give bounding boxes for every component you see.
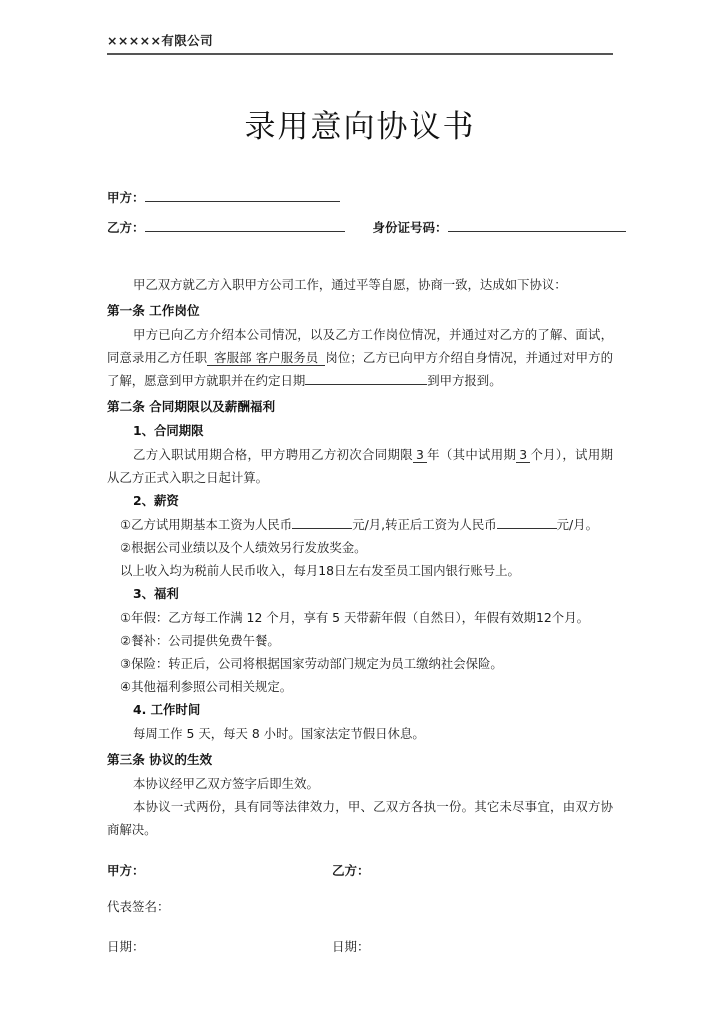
party-a-label: 甲方： xyxy=(107,190,145,205)
document-header xyxy=(107,0,613,55)
intro-paragraph: 甲乙双方就乙方入职甲方公司工作，通过平等自愿，协商一致，达成如下协议： xyxy=(133,277,567,292)
party-b-row xyxy=(107,213,613,243)
company-name: ×××××有限公司 xyxy=(107,33,213,48)
probation-salary-blank[interactable] xyxy=(292,515,352,529)
header-divider xyxy=(107,53,613,55)
article-three-para-1: 本协议经甲乙双方签字后即生效。 xyxy=(133,776,319,791)
party-b-blank[interactable] xyxy=(145,218,345,232)
article-two-heading: 第二条 合同期限以及薪酬福利 xyxy=(107,399,276,414)
signature-party-b-label: 乙方： xyxy=(332,863,370,878)
salary-item-2: ②根据公司业绩以及个人绩效另行发放奖金。 xyxy=(120,540,367,555)
article-two-sub1-heading: 1、合同期限 xyxy=(133,423,204,438)
salary-item-1 xyxy=(107,513,613,536)
article-two-sub2-heading: 2、薪资 xyxy=(133,493,179,508)
report-date-blank[interactable] xyxy=(305,371,427,385)
article-one-heading: 第一条 工作岗位 xyxy=(107,303,200,318)
regular-salary-blank[interactable] xyxy=(497,515,557,529)
article-three-heading: 第三条 协议的生效 xyxy=(107,752,213,767)
salary-text-2: 元/月,转正后工资为人民币 xyxy=(352,517,497,532)
article-one-text-3: 到甲方报到。 xyxy=(427,373,502,388)
representative-label: 代表签名： xyxy=(107,899,170,914)
working-hours-text: 每周工作 5 天，每天 8 小时。国家法定节假日休息。 xyxy=(133,726,425,741)
probation-months-value[interactable]: 3 xyxy=(516,447,530,463)
salary-text-1: ①乙方试用期基本工资为人民币 xyxy=(120,517,293,532)
id-number-label: 身份证号码： xyxy=(372,220,448,235)
contract-years-value[interactable]: 3 xyxy=(413,447,427,463)
article-one-text-1: 甲方已向乙方介绍本公司情况，以及乙方工作岗位情况，并通过对乙方的了解、面试，同意录用乙方任职 xyxy=(107,327,613,365)
salary-item-3: 以上收入均为税前人民币收入，每月18日左右发至员工国内银行账号上。 xyxy=(120,563,520,578)
article-two-sub1-body xyxy=(107,443,613,489)
date-label-a: 日期： xyxy=(107,939,145,954)
salary-text-3: 元/月。 xyxy=(556,517,598,532)
article-one-body xyxy=(107,323,613,392)
id-number-blank[interactable] xyxy=(448,218,626,232)
date-label-b: 日期： xyxy=(332,939,370,954)
position-filled-value[interactable]: 客服部 客户服务员 xyxy=(207,350,325,366)
parties-section xyxy=(107,183,613,243)
representative-blank[interactable] xyxy=(332,887,572,927)
article-two-sub4-heading: 4. 工作时间 xyxy=(133,702,201,717)
party-a-blank[interactable] xyxy=(145,188,340,202)
article-three-para-2: 本协议一式两份，具有同等法律效力，甲、乙双方各执一份。其它未尽事宜，由双方协商解决。 xyxy=(107,799,613,837)
benefit-item-3: ③保险：转正后，公司将根据国家劳动部门规定为员工缴纳社会保险。 xyxy=(120,656,503,671)
document-content xyxy=(107,0,613,967)
benefit-item-1: ①年假：乙方每工作满 12 个月，享有 5 天带薪年假（自然日），年假有效期12个月。 xyxy=(120,610,589,625)
party-a-row xyxy=(107,183,613,213)
representative-row xyxy=(107,887,613,927)
benefit-item-2: ②餐补：公司提供免费午餐。 xyxy=(120,633,280,648)
signature-parties-row xyxy=(107,855,613,887)
benefit-item-4: ④其他福利参照公司相关规定。 xyxy=(120,679,293,694)
article-one-text-2: 岗位；乙方已向甲方介绍自身情况，并通过对甲方的了解，愿意到甲方就职并在约定日期 xyxy=(107,350,613,388)
article-two-sub3-heading: 3、福利 xyxy=(133,586,179,601)
contract-term-text-1: 乙方入职试用期合格，甲方聘用乙方初次合同期限 xyxy=(133,447,413,462)
signature-party-a-label: 甲方： xyxy=(107,863,145,878)
signature-block xyxy=(107,855,613,967)
contract-term-text-2: 年（其中试用期 xyxy=(426,447,517,462)
contract-term-text-3: 个月），试用期从乙方正式入职之日起计算。 xyxy=(107,447,613,485)
date-row xyxy=(107,927,613,967)
party-b-label: 乙方： xyxy=(107,220,145,235)
page-title: 录用意向协议书 xyxy=(244,109,476,145)
